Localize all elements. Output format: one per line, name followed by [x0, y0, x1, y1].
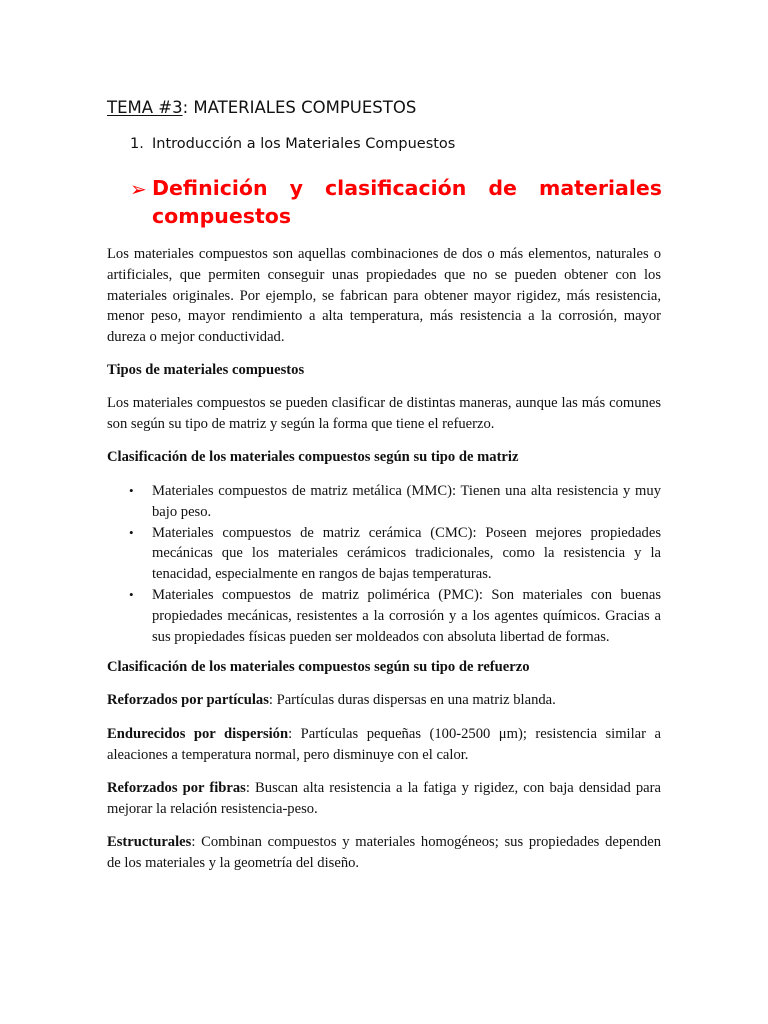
section-heading-line-1	[152, 174, 662, 202]
list-item-text: Introducción a los Materiales Compuestos	[152, 136, 456, 152]
term-label: Endurecidos por dispersión	[107, 726, 289, 742]
section-heading-line-2: compuestos	[152, 204, 292, 228]
list-item	[107, 585, 661, 647]
matriz-bullet-list	[107, 481, 661, 647]
bullet-icon: •	[129, 483, 134, 498]
heading-word: Definición	[152, 176, 268, 200]
term-description: : Partículas pequeñas (100-2500 μm); resistencia similar a aleaciones a temperatura normal, pero disminuye con el calor.	[107, 726, 661, 763]
numbered-list-item	[130, 134, 455, 154]
refuerzo-particulas	[107, 690, 661, 711]
refuerzo-fibras	[107, 778, 661, 820]
heading-word: materiales	[538, 176, 662, 200]
list-number: 1.	[130, 136, 144, 152]
bullet-icon: •	[129, 524, 134, 540]
heading-word: y	[289, 176, 303, 200]
list-item-text: Materiales compuestos de matriz cerámica (CMC): Poseen mejores propiedades mecánicas que los materiales cerámicos tradicionales, como la resistencia y la tenacidad, especialmente en rangos de bajas temperaturas.	[152, 524, 661, 583]
matriz-heading: Clasificación de los materiales compuestos según su tipo de matriz	[107, 449, 519, 465]
term-description: : Partículas duras dispersas en una matriz blanda.	[268, 692, 556, 708]
term-label: Reforzados por partículas	[107, 692, 269, 708]
tipos-heading: Tipos de materiales compuestos	[107, 362, 305, 378]
document-title	[107, 97, 416, 119]
heading-word: clasificación	[325, 176, 467, 200]
refuerzo-dispersion	[107, 724, 661, 766]
title-topic-number: TEMA #3	[107, 98, 183, 117]
list-item-text: Materiales compuestos de matriz metálica (MMC): Tienen una alta resistencia y muy bajo peso.	[152, 483, 661, 520]
term-description: : Buscan alta resistencia a la fatiga y rigidez, con baja densidad para mejorar la relación resistencia-peso.	[107, 780, 661, 817]
refuerzo-heading: Clasificación de los materiales compuestos según su tipo de refuerzo	[107, 659, 530, 675]
bullet-icon: •	[129, 586, 134, 602]
heading-word: de	[488, 176, 517, 200]
term-label: Reforzados por fibras	[107, 780, 246, 796]
list-item	[107, 523, 661, 585]
tipos-paragraph: Los materiales compuestos se pueden clasificar de distintas maneras, aunque las más comunes son según su tipo de matriz y según la forma que tiene el refuerzo.	[107, 395, 661, 432]
list-item-text: Materiales compuestos de matriz polimérica (PMC): Son materiales con buenas propiedades mecánicas, resistentes a la corrosión y a los agentes químicos. Gracias a sus propiedades físicas pueden ser moldeados con absoluta libertad de formas.	[152, 586, 661, 645]
section-heading	[130, 174, 662, 230]
refuerzo-estructurales	[107, 832, 661, 874]
list-item	[107, 481, 661, 523]
term-label: Estructurales	[107, 834, 192, 850]
arrow-bullet-icon: ➢	[130, 177, 147, 201]
title-topic-name: : MATERIALES COMPUESTOS	[182, 98, 417, 117]
term-description: : Combinan compuestos y materiales homogéneos; sus propiedades dependen de los materiales y la geometría del diseño.	[107, 834, 661, 871]
intro-paragraph: Los materiales compuestos son aquellas combinaciones de dos o más elementos, naturales o artificiales, que permiten conseguir unas propiedades que no se pueden obtener con los materiales originales. Por ejemplo, se fabrican para obtener mayor rigidez, más resistencia, menor peso, mayor rendimiento a alta temperatura, más resistencia a la corrosión, mayor dureza o mejor conductividad.	[107, 246, 661, 346]
